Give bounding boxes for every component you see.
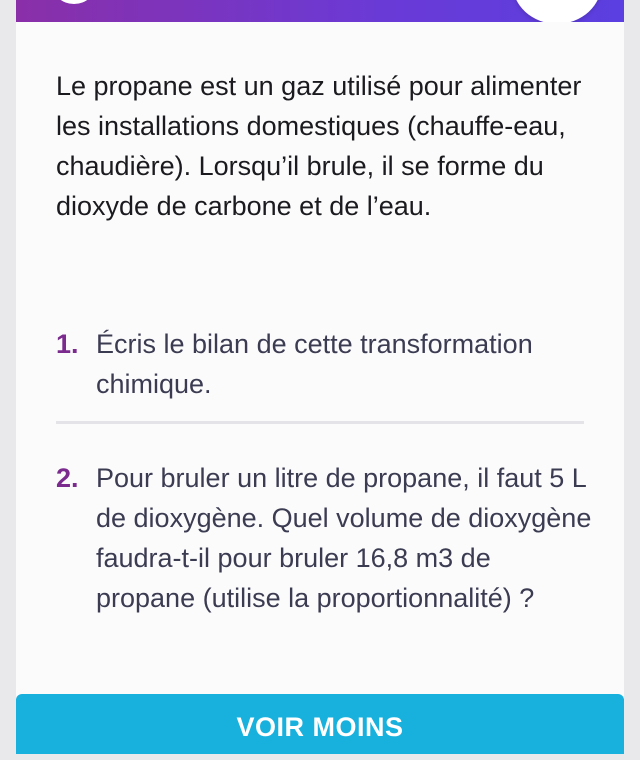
question-number: 2. [56, 463, 79, 493]
question-text: Écris le bilan de cette transformation chimique. [96, 329, 533, 399]
question-item [56, 324, 596, 404]
exercise-card [16, 22, 624, 744]
question-item [56, 458, 596, 618]
question-text: Pour bruler un litre de propane, il faut 5 L de dioxygène. Quel volume de dioxygène faudra-t-il pour bruler 16,8 m3 de propane (utilise la proportionnalité) ? [96, 463, 592, 613]
divider [56, 421, 584, 424]
intro-text: Le propane est un gaz utilisé pour alimenter les installations domestiques (chauffe-eau, chaudière). Lorsqu’il brule, il se forme du dioxyde de carbone et de l’eau. [56, 71, 582, 221]
see-less-button[interactable]: VOIR MOINS [16, 694, 624, 754]
question-number: 1. [56, 329, 79, 359]
